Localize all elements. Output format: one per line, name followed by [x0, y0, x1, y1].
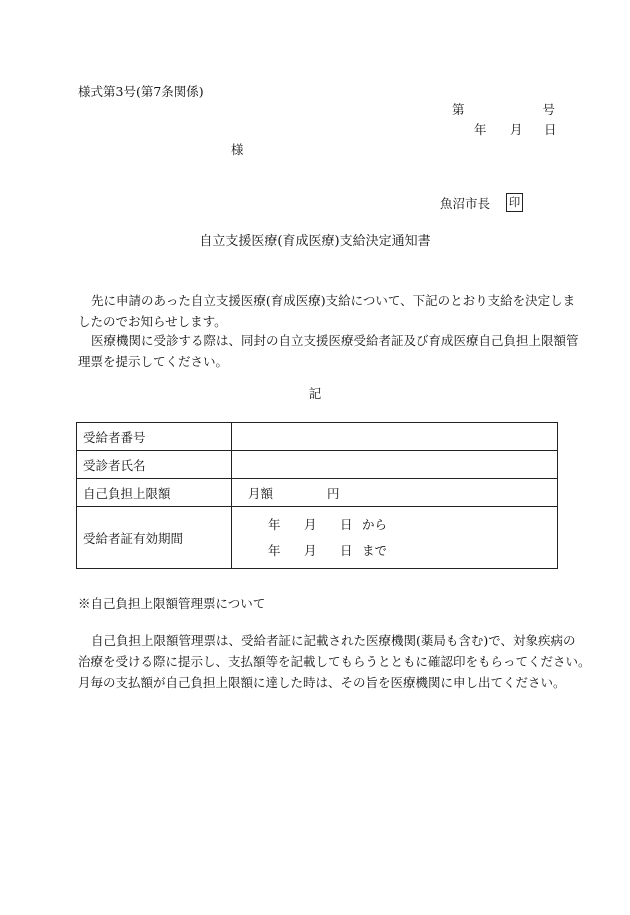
- date-day: 日: [544, 122, 557, 137]
- recipient-number-label: 受給者番号: [77, 423, 232, 451]
- issuer-name: 魚沼市長: [440, 196, 491, 211]
- form-label: 様式第3号(第7条関係): [78, 84, 204, 99]
- end-until: まで: [362, 542, 388, 558]
- recipient-number-value: [232, 423, 558, 451]
- patient-name-value: [232, 451, 558, 479]
- copay-limit-label: 自己負担上限額: [77, 479, 232, 507]
- para1-line2: したのでお知らせします。: [78, 314, 227, 329]
- body-paragraph-1: [78, 290, 576, 332]
- note-line3: 月毎の支払額が自己負担上限額に達した時は、その旨を医療機関に申し出てください。: [78, 675, 566, 690]
- monthly-label: 月額: [248, 485, 274, 501]
- date-month: 月: [510, 122, 523, 137]
- date-year: 年: [474, 122, 487, 137]
- number-prefix: 第: [452, 102, 465, 117]
- period-end: [238, 538, 551, 564]
- para2-line1: 医療機関に受診する際は、同封の自立支援医療受給者証及び育成医療自己負担上限額管: [91, 333, 579, 348]
- note-line2: 治療を受ける際に提示し、支払額等を記載してもらうとともに確認印をもらってください。: [78, 654, 591, 669]
- addressee-suffix: 様: [231, 142, 244, 157]
- table-row: [77, 423, 558, 451]
- number-suffix: 号: [542, 102, 555, 117]
- para2-line2: 理票を提示してください。: [78, 354, 229, 369]
- start-day: 日: [340, 516, 353, 532]
- yen-label: 円: [327, 485, 340, 501]
- period-start: [238, 512, 551, 538]
- note-heading: ※自己負担上限額管理票について: [78, 596, 266, 611]
- end-year: 年: [268, 542, 281, 558]
- seal-box: 印: [506, 193, 523, 212]
- table-row: [77, 451, 558, 479]
- table-row: [77, 507, 558, 569]
- para1-line1: 先に申請のあった自立支援医療(育成医療)支給について、下記のとおり支給を決定しま: [91, 293, 576, 308]
- validity-period-label: 受給者証有効期間: [77, 507, 232, 569]
- body-paragraph-2: [78, 330, 579, 372]
- start-from: から: [362, 516, 388, 532]
- table-row: [77, 479, 558, 507]
- info-table: [76, 422, 558, 569]
- copay-limit-value: [232, 479, 558, 507]
- validity-period-value: [232, 507, 558, 569]
- end-month: 月: [304, 542, 317, 558]
- document-title: 自立支援医療(育成医療)支給決定通知書: [199, 234, 431, 249]
- note-paragraph: [78, 630, 591, 693]
- end-day: 日: [340, 542, 353, 558]
- ki-heading: 記: [308, 386, 322, 401]
- note-line1: 自己負担上限額管理票は、受給者証に記載された医療機関(薬局も含む)で、対象疾病の: [91, 633, 576, 648]
- patient-name-label: 受診者氏名: [77, 451, 232, 479]
- start-year: 年: [268, 516, 281, 532]
- start-month: 月: [304, 516, 317, 532]
